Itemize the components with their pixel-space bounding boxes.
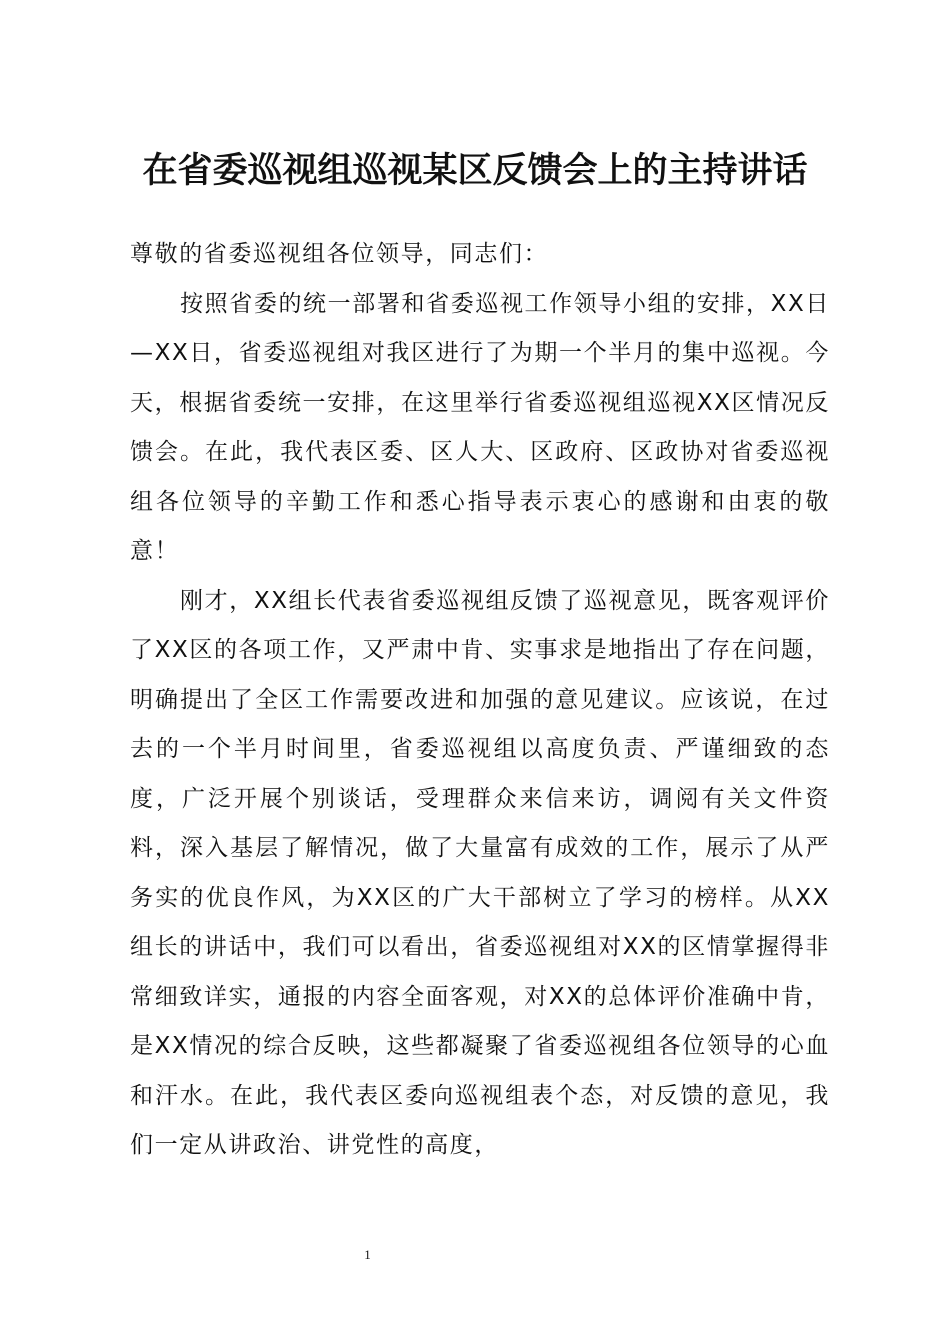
paragraph-2: 刚才，XX组长代表省委巡视组反馈了巡视意见，既客观评价了XX区的各项工作，又严肃中肯、实事求是地指出了存在问题，明确提出了全区工作需要改进和加强的意见建议。应该说，在过去的一个半月时间里，省委巡视组以高度负责、严谨细致的态度，广泛开展个别谈话，受理群众来信来访，调阅有关文件资料，深入基层了解情况，做了大量富有成效的工作，展示了从严务实的优良作风，为XX区的广大干部树立了学习的榜样。从XX组长的讲话中，我们可以看出，省委巡视组对XX的区情掌握得非常细致详实，通报的内容全面客观，对XX的总体评价准确中肯，是XX情况的综合反映，这些都凝聚了省委巡视组各位领导的心血和汗水。在此，我代表区委向巡视组表个态，对反馈的意见，我们一定从讲政治、讲党性的高度， (130, 587, 830, 1158)
document-body (130, 230, 830, 1171)
document-title: 在省委巡视组巡视某区反馈会上的主持讲话 (142, 150, 808, 191)
salutation: 尊敬的省委巡视组各位领导，同志们： (130, 241, 549, 267)
page-number: 1 (364, 1247, 371, 1262)
paragraph-1: 按照省委的统一部署和省委巡视工作领导小组的安排，XX日—XX日，省委巡视组对我区进行了为期一个半月的集中巡视。今天，根据省委统一安排，在这里举行省委巡视组巡视XX区情况反馈会。在此，我代表区委、区人大、区政府、区政协对省委巡视组各位领导的辛勤工作和悉心指导表示衷心的感谢和由衷的敬意！ (130, 290, 830, 564)
